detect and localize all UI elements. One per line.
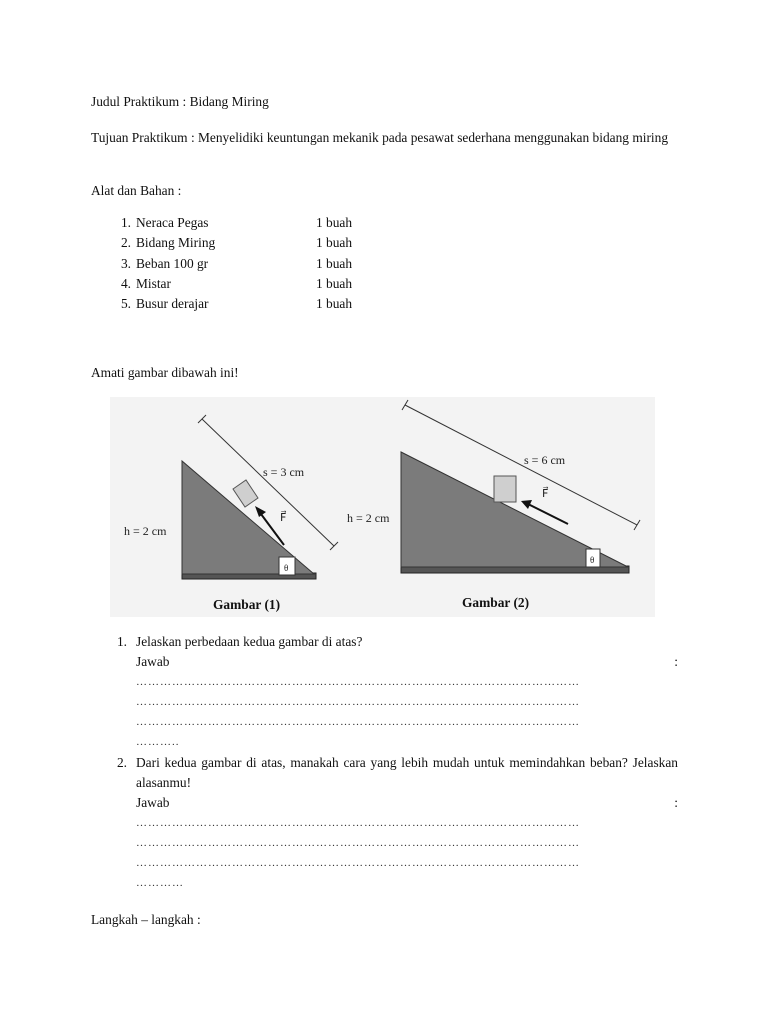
question-text: Jelaskan perbedaan kedua gambar di atas? xyxy=(136,634,363,649)
caption-figure-2: Gambar (2) xyxy=(462,595,530,610)
answer-label-row xyxy=(136,652,678,672)
figure-left xyxy=(124,415,338,579)
question-number: 2. xyxy=(116,755,127,770)
s-label-left: s = 3 cm xyxy=(263,465,305,479)
answer-line[interactable]: ………………………………………………………………………………………………… xyxy=(136,857,580,869)
s-tick-top-right xyxy=(402,400,408,410)
steps-heading: Langkah – langkah : xyxy=(91,912,201,927)
answer-label-row xyxy=(136,793,678,813)
block-right xyxy=(494,476,516,502)
h-label-left: h = 2 cm xyxy=(124,524,167,538)
h-label-right: h = 2 cm xyxy=(347,511,390,525)
angle-label-right: θ xyxy=(590,555,595,565)
force-label-right: F⃗ xyxy=(542,488,549,500)
answer-colon: : xyxy=(674,654,678,669)
answer-line[interactable]: ………………………………………………………………………………………………… xyxy=(136,817,580,829)
answer-line[interactable]: ………………………………………………………………………………………………… xyxy=(136,676,580,688)
answer-line[interactable]: ………………………………………………………………………………………………… xyxy=(136,837,580,849)
force-label-left: F⃗ xyxy=(280,512,287,524)
practicum-title: Judul Praktikum : Bidang Miring xyxy=(91,94,269,109)
s-label-right: s = 6 cm xyxy=(524,453,566,467)
answer-line[interactable]: ……….. xyxy=(136,736,180,748)
answer-label: Jawab xyxy=(136,654,170,669)
practicum-objective: Tujuan Praktikum : Menyelidiki keuntungan mekanik pada pesawat sederhana menggunakan bidang miring xyxy=(91,130,669,145)
block-left xyxy=(233,480,258,507)
answer-line[interactable]: ………… xyxy=(136,877,184,889)
answer-line[interactable]: ………………………………………………………………………………………………… xyxy=(136,696,580,708)
angle-label-left: θ xyxy=(284,563,289,573)
caption-figure-1: Gambar (1) xyxy=(213,597,281,612)
s-tick-bottom-right xyxy=(634,520,640,530)
materials-heading: Alat dan Bahan : xyxy=(91,183,182,198)
observe-prompt: Amati gambar dibawah ini! xyxy=(91,365,239,380)
answer-colon: : xyxy=(674,795,678,810)
answer-line[interactable]: ………………………………………………………………………………………………… xyxy=(136,716,580,728)
answer-label: Jawab xyxy=(136,795,170,810)
figure-right xyxy=(347,400,640,573)
question-number: 1. xyxy=(116,634,127,649)
force-arrowhead-left xyxy=(255,506,266,517)
question-text: Dari kedua gambar di atas, manakah cara yang lebih mudah untuk memindahkan beban? Jelaskan alasanmu! xyxy=(136,755,678,790)
